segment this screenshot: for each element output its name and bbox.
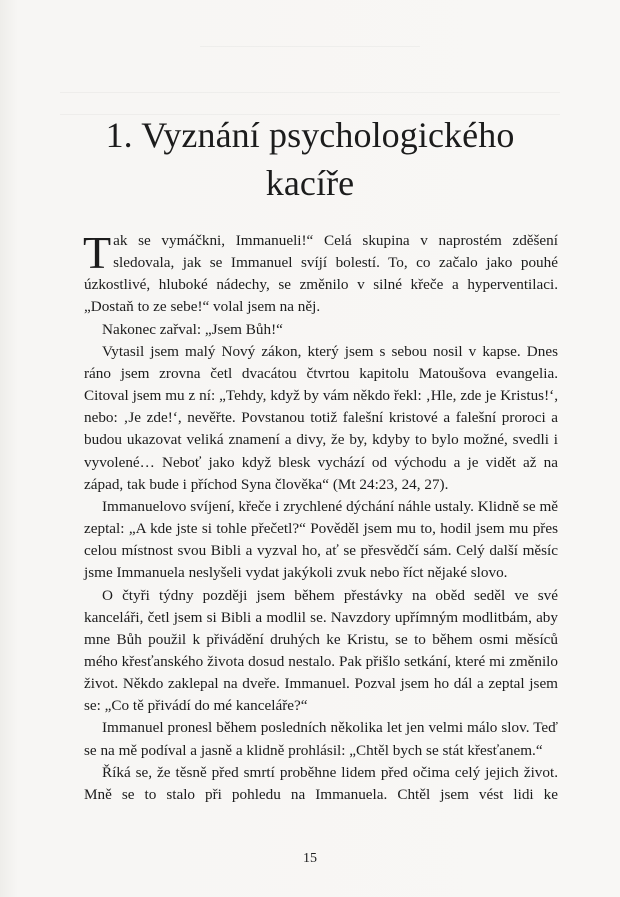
paragraph-4: Immanuelovo svíjení, křeče i zrychlené dýchání náhle ustaly. Klidně se mě zeptal: „A kde jste si tohle přečetl?“ Pověděl jsem mu to, hodil jsem mu přes celou místnost svou Bibli a vyzval ho, ať se přesvědčí sám. Celý další měsíc jsme Immanuela neslyšeli vydat jakýkoli zvuk nebo říct nějaké slovo. — [84, 497, 558, 582]
paragraph-2: Nakonec zařval: „Jsem Bůh!“ — [102, 320, 283, 338]
chapter-body — [83, 227, 558, 806]
paragraph-1-text: ak se vymáčkni, Immanueli!“ Celá skupina v naprostém zděšení sledovala, jak se Immanuel svíjí bolestí. To, co začalo jako pouhé úzkostlivé, hluboké nádechy, se změnilo v silné křeče a hyperventilaci. „Dostaň to ze sebe!“ volal jsem na něj. — [84, 232, 558, 316]
chapter-title-line-2: kacíře — [265, 163, 355, 203]
chapter-title-line-1: 1. Vyznání psychologického — [105, 115, 515, 155]
bleed-through-line — [60, 92, 560, 93]
paragraph-3: Vytasil jsem malý Nový zákon, který jsem s sebou nosil v kapse. Dnes ráno jsem zrovna četl dvacátou čtvrtou kapitolu Matoušova evangelia. Citoval jsem mu z ní: „Tehdy, když by vám někdo řekl: ‚Hle, zde je Kristus!‘, nebo: ‚Je zde!‘, nevěřte. Povstanou totiž falešní kristové a falešní proroci a budou ukazovat veliká znamení a divy, že by, kdyby to bylo možné, svedli i vyvolené… Neboť jako když blesk vychází od východu a je vidět až na západ, tak bude i příchod Syna člověka“ (Mt 24:23, 24, 27). — [84, 342, 558, 493]
page-number: 15 — [303, 851, 317, 866]
paragraph-7: Říká se, že těsně před smrtí proběhne lidem před očima celý jejich život. Mně se to stalo při pohledu na Immanuela. Chtěl jsem vést lidi ke — [84, 763, 558, 803]
paragraph-5: O čtyři týdny později jsem během přestávky na oběd seděl ve své kanceláři, četl jsem si Bibli a modlil se. Navzdory upřímným modlitbám, aby mne Bůh použil k přivádění druhých ke Kristu, se to během osmi měsíců mého křesťanského života dosud nestalo. Pak přišlo setkání, které mi změnilo život. Někdo zaklepal na dveře. Immanuel. Pozval jsem ho dál a zeptal jsem se: „Co tě přivádí do mé kanceláře?“ — [84, 586, 558, 715]
bleed-through-line — [200, 46, 420, 47]
chapter-title — [60, 111, 560, 207]
paragraph-6: Immanuel pronesl během posledních několika let jen velmi málo slov. Teď se na mě podíval a jasně a klidně prohlásil: „Chtěl bych se stát křesťanem.“ — [84, 719, 558, 759]
paragraph-1 — [83, 227, 558, 319]
drop-cap: T — [83, 227, 112, 278]
